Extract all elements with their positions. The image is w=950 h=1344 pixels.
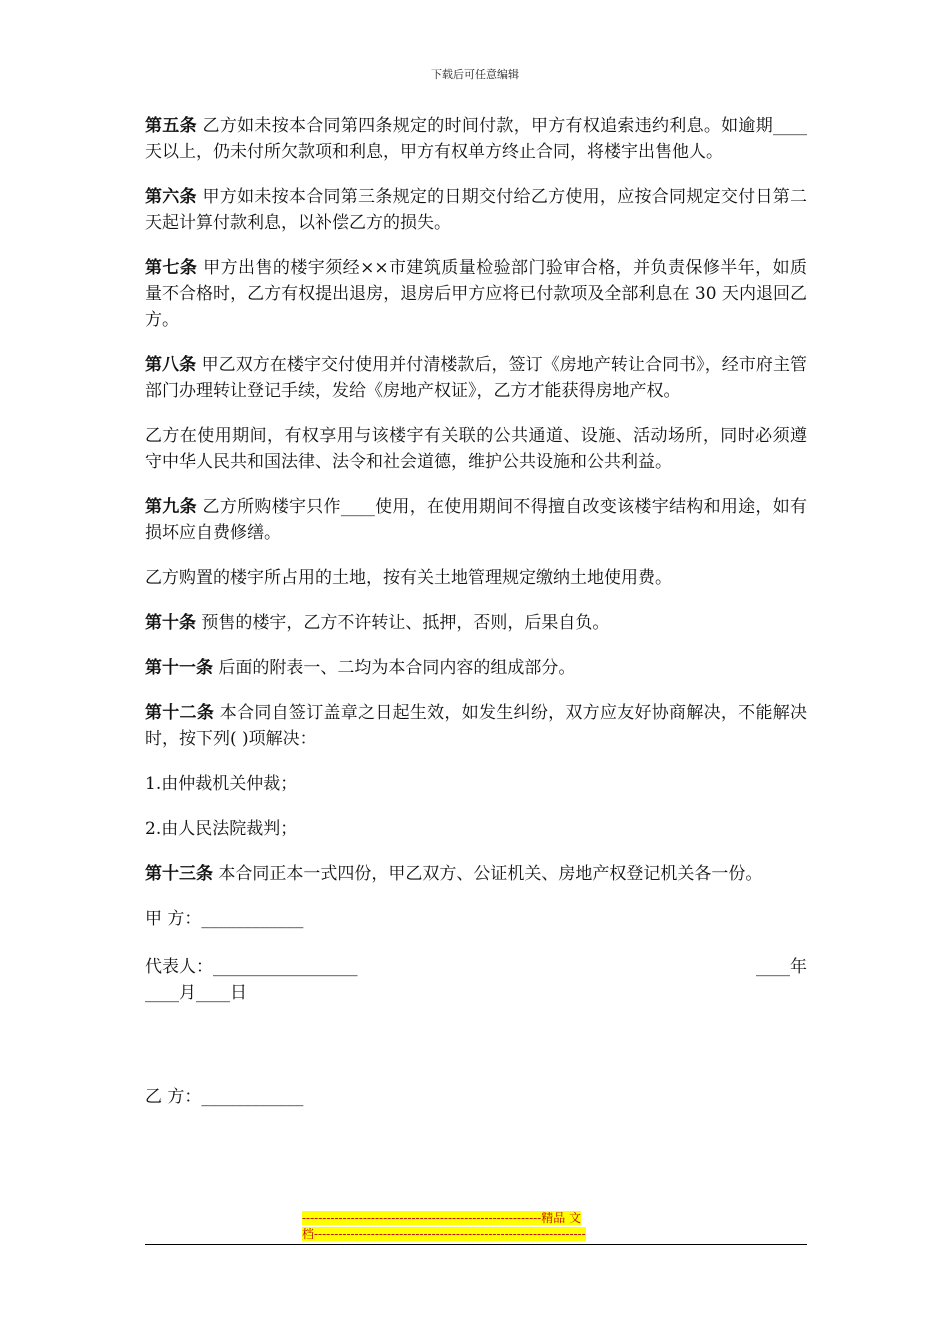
resolution-option-2 bbox=[145, 816, 807, 842]
clause-9 bbox=[145, 494, 807, 546]
clause-8 bbox=[145, 352, 807, 404]
clause-9-continued bbox=[145, 565, 807, 591]
clause-text: 甲乙双方在楼宇交付使用并付清楼款后，签订《房地产转让合同书》，经市府主管部门办理转让登记手续，发给《房地产权证》，乙方才能获得房地产权。 bbox=[145, 355, 808, 401]
clause-title: 第六条 bbox=[145, 187, 197, 207]
clause-7 bbox=[145, 255, 807, 333]
clause-12 bbox=[145, 700, 807, 752]
clause-text: 本合同自签订盖章之日起生效，如发生纠纷，双方应友好协商解决，不能解决时，按下列( )项解决： bbox=[145, 703, 808, 749]
footer-divider bbox=[145, 1244, 807, 1245]
party-a-line: 甲 方：____________ bbox=[145, 909, 304, 929]
clause-text: 乙方如未按本合同第四条规定的时间付款，甲方有权追索违约利息。如逾期____天以上，仍未付所欠款项和利息，甲方有权单方终止合同，将楼宇出售他人。 bbox=[145, 116, 807, 162]
clause-text: 甲方如未按本合同第三条规定的日期交付给乙方使用，应按合同规定交付日第二天起计算付款利息，以补偿乙方的损失。 bbox=[145, 187, 808, 233]
clause-text: 后面的附表一、二均为本合同内容的组成部分。 bbox=[213, 658, 576, 678]
clause-text: 乙方所购楼宇只作____使用，在使用期间不得擅自改变该楼宇结构和用途，如有损坏应自费修缮。 bbox=[145, 497, 807, 543]
clause-10 bbox=[145, 610, 807, 636]
clause-text: 2.由人民法院裁判； bbox=[145, 819, 298, 839]
clause-text: 本合同正本一式四份，甲乙双方、公证机关、房地产权登记机关各一份。 bbox=[213, 864, 763, 884]
clause-8-continued bbox=[145, 423, 807, 475]
clause-11 bbox=[145, 655, 807, 681]
clause-title: 第七条 bbox=[145, 258, 198, 278]
clause-title: 第十二条 bbox=[145, 703, 215, 723]
footer-watermark-note bbox=[302, 1210, 642, 1242]
clause-title: 第五条 bbox=[145, 116, 197, 136]
clause-text: 甲方出售的楼宇须经××市建筑质量检验部门验审合格，并负责保修半年，如质量不合格时，乙方有权提出退房，退房后甲方应将已付款项及全部利息在 30 天内退回乙方。 bbox=[145, 258, 808, 330]
contract-body bbox=[145, 113, 807, 1132]
clause-title: 第十三条 bbox=[145, 864, 213, 884]
clause-text: 乙方购置的楼宇所占用的土地，按有关土地管理规定缴纳土地使用费。 bbox=[145, 568, 672, 588]
clause-title: 第十一条 bbox=[145, 658, 213, 678]
page-header: 下载后可任意编辑 bbox=[431, 68, 519, 81]
clause-13 bbox=[145, 861, 807, 887]
clause-title: 第十条 bbox=[145, 613, 196, 633]
footer-line-1: -----------------------------------------------------------精品 文 bbox=[302, 1211, 582, 1225]
clause-text: 乙方在使用期间，有权享用与该楼宇有关联的公共通道、设施、活动场所，同时必须遵守中华人民共和国法律、法令和社会道德，维护公共设施和公共利益。 bbox=[145, 426, 807, 472]
clause-text: 1.由仲裁机关仲裁； bbox=[145, 774, 298, 794]
representative-line: 代表人：_________________ bbox=[145, 957, 358, 977]
month-day-blank: ____月____日 bbox=[145, 983, 247, 1003]
clause-6 bbox=[145, 184, 807, 236]
party-b-line: 乙 方：____________ bbox=[145, 1087, 304, 1107]
resolution-option-1 bbox=[145, 771, 807, 797]
clause-text: 预售的楼宇，乙方不许转让、抵押，否则，后果自负。 bbox=[196, 613, 610, 633]
footer-line-2: 档------------------------------------------------------------------- bbox=[302, 1227, 586, 1241]
clause-title: 第八条 bbox=[145, 355, 197, 375]
clause-title: 第九条 bbox=[145, 497, 197, 517]
year-blank: ____年 bbox=[756, 957, 807, 977]
representative-row bbox=[145, 954, 807, 980]
clause-5 bbox=[145, 113, 807, 165]
